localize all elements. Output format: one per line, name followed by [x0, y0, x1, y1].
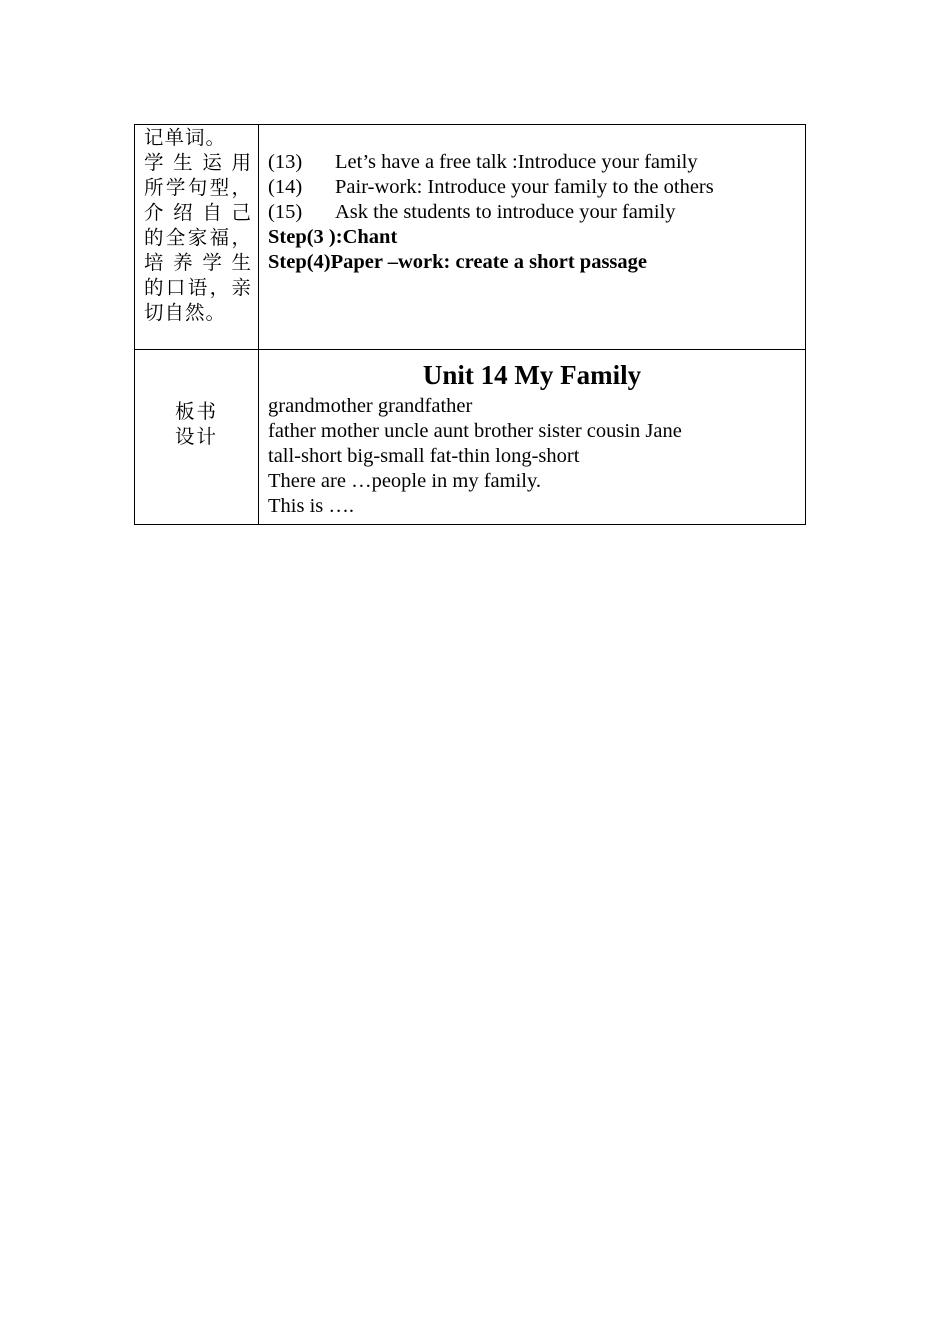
- item-number: (15): [268, 201, 303, 223]
- board-line: There are …people in my family.: [268, 470, 542, 492]
- board-line: This is ….: [268, 495, 354, 517]
- purpose-line: 所学句型，: [144, 176, 252, 199]
- procedure-list: [259, 125, 805, 275]
- purpose-line: 切自然。: [144, 301, 227, 324]
- board-label-cell: [135, 350, 259, 525]
- procedure-cell: [259, 125, 806, 350]
- item-number: (13): [268, 151, 303, 173]
- table-row: [135, 350, 806, 525]
- item-text: Ask the students to introduce your family: [335, 201, 676, 223]
- board-design: [259, 350, 805, 519]
- list-item: [268, 175, 805, 200]
- board-title: Unit 14 My Family: [422, 360, 642, 390]
- step-heading: Step(4)Paper –work: create a short passage: [268, 251, 647, 273]
- label-line: 板书: [174, 400, 218, 423]
- lesson-plan-table: [134, 124, 806, 525]
- purpose-line: 记单词。: [144, 126, 227, 149]
- purpose-line: 介绍自己: [144, 201, 252, 224]
- purpose-line: 培养学生: [144, 251, 252, 274]
- board-design-cell: [259, 350, 806, 525]
- label-line: 设计: [174, 425, 218, 448]
- purpose-cell: [135, 125, 259, 350]
- board-design-label: [135, 350, 258, 449]
- board-line: father mother uncle aunt brother sister cousin Jane: [268, 420, 682, 442]
- purpose-line: 的全家福，: [144, 226, 252, 249]
- board-line: grandmother grandfather: [268, 395, 473, 417]
- purpose-line: 的口语，亲: [144, 276, 252, 299]
- item-text: Pair-work: Introduce your family to the others: [335, 176, 714, 198]
- item-number: (14): [268, 176, 303, 198]
- list-item: [268, 200, 805, 225]
- board-line: tall-short big-small fat-thin long-short: [268, 445, 580, 467]
- purpose-text: [135, 125, 258, 325]
- list-item: [268, 150, 805, 175]
- purpose-line: 学生运用: [144, 151, 252, 174]
- table-row: [135, 125, 806, 350]
- step-heading: Step(3 ):Chant: [268, 226, 398, 248]
- item-text: Let’s have a free talk :Introduce your family: [335, 151, 698, 173]
